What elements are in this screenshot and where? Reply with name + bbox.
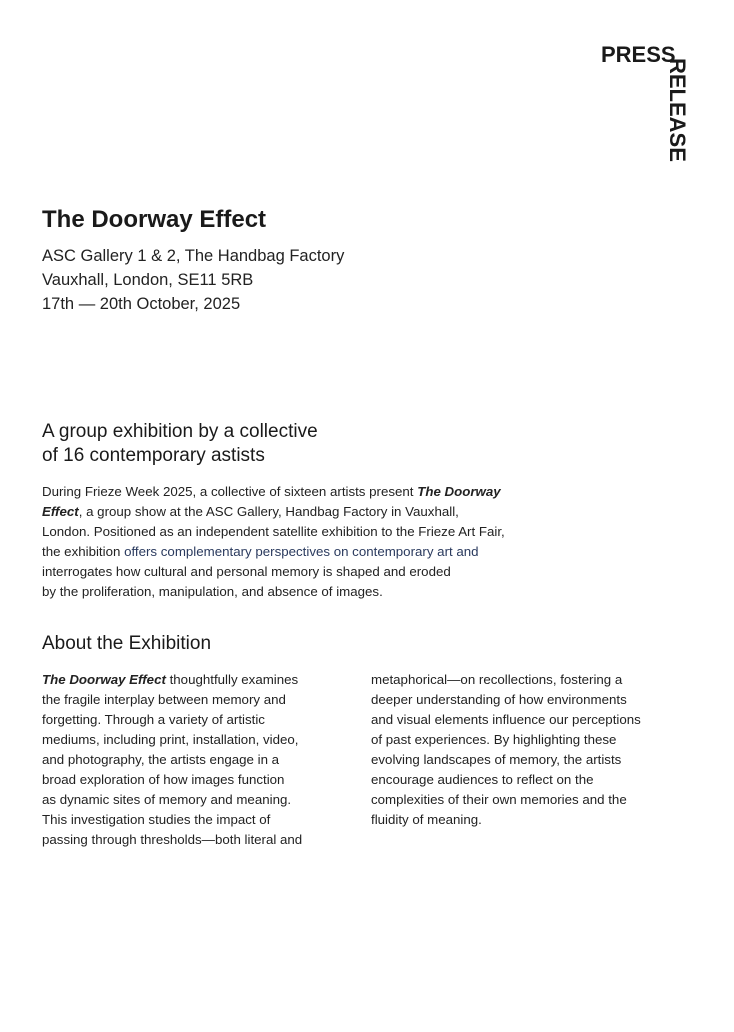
about-line: as dynamic sites of memory and meaning. (42, 792, 292, 807)
about-line: of past experiences. By highlighting these (371, 732, 617, 747)
about-line: evolving landscapes of memory, the artists (371, 752, 622, 767)
exhibition-title: The Doorway Effect (42, 206, 267, 233)
venue-line-2: Vauxhall, London, SE11 5RB (42, 271, 254, 289)
release-label (665, 58, 690, 162)
intro-line: by the proliferation, manipulation, and absence of images. (42, 584, 383, 599)
press-label: PRESS (601, 42, 676, 67)
subheading-line-2: of 16 contemporary astists (42, 445, 265, 466)
venue-block (42, 244, 344, 316)
about-line: mediums, including print, installation, video, (42, 732, 299, 747)
intro-emphasis: The Doorway (417, 484, 501, 499)
exhibition-dates: 17th — 20th October, 2025 (42, 295, 241, 313)
about-line: passing through thresholds—both literal and (42, 832, 303, 847)
about-text: thoughtfully examines (165, 672, 299, 687)
about-emphasis: The Doorway Effect (42, 672, 166, 687)
about-column-left (42, 670, 352, 850)
release-text: RELEASE (665, 58, 690, 162)
about-line: and photography, the artists engage in a (42, 752, 280, 767)
intro-text: , a group show at the ASC Gallery, Handbag Factory in Vauxhall, (78, 504, 459, 519)
intro-emphasis: Effect (42, 504, 79, 519)
about-line: and visual elements influence our perceptions (371, 712, 641, 727)
about-line: deeper understanding of how environments (371, 692, 627, 707)
section-subheading (42, 420, 318, 468)
intro-line (42, 502, 602, 522)
subheading-line-1: A group exhibition by a collective (42, 421, 318, 442)
intro-line: London. Positioned as an independent satellite exhibition to the Frieze Art Fair, (42, 524, 505, 539)
about-column-right (371, 670, 681, 830)
about-line: encourage audiences to reflect on the (371, 772, 594, 787)
about-line: the fragile interplay between memory and (42, 692, 286, 707)
about-line (42, 670, 352, 690)
about-line: broad exploration of how images function (42, 772, 285, 787)
intro-line (42, 482, 602, 502)
intro-link[interactable]: offers complementary perspectives on contemporary art and (124, 544, 479, 559)
about-line: fluidity of meaning. (371, 812, 482, 827)
about-heading: About the Exhibition (42, 633, 212, 654)
intro-text: During Frieze Week 2025, a collective of sixteen artists present (42, 484, 418, 499)
intro-text: the exhibition (42, 544, 125, 559)
about-line: metaphorical—on recollections, fostering a (371, 672, 623, 687)
intro-line: interrogates how cultural and personal memory is shaped and eroded (42, 564, 451, 579)
intro-paragraph (42, 482, 602, 602)
about-line: forgetting. Through a variety of artistic (42, 712, 265, 727)
venue-line-1: ASC Gallery 1 & 2, The Handbag Factory (42, 247, 345, 265)
intro-line (42, 542, 602, 562)
about-line: This investigation studies the impact of (42, 812, 271, 827)
about-line: complexities of their own memories and the (371, 792, 627, 807)
